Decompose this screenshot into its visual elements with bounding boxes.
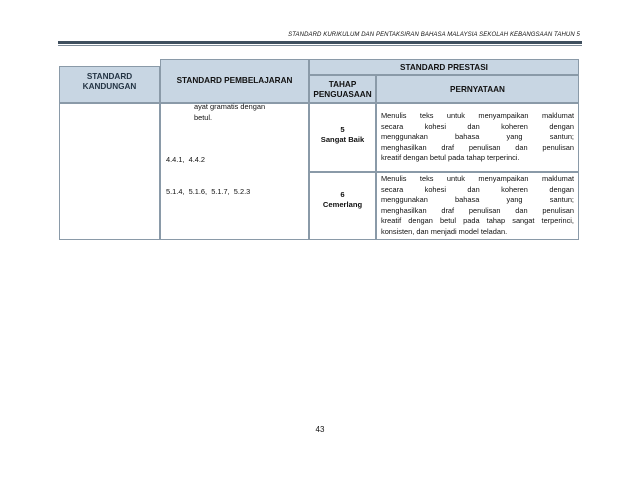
level-5-tahap-cell xyxy=(309,103,376,172)
level-6-statement xyxy=(381,174,574,238)
running-header: STANDARD KURIKULUM DAN PENTAKSIRAN BAHASA MALAYSIA SEKOLAH KEBANGSAAN TAHUN 5 xyxy=(288,32,580,38)
pembelajaran-ref-line: 4.4.1, 4.4.2 xyxy=(166,155,206,165)
standards-table xyxy=(59,59,579,240)
level-6-number: 6 xyxy=(340,190,345,199)
page-number: 43 xyxy=(315,425,325,434)
header-pernyataan xyxy=(376,75,579,103)
statement-line: menggunakan bahasa yang santun; xyxy=(381,132,574,142)
level-6-tahap-cell xyxy=(309,172,376,240)
header-standard-kandungan-label: STANDARD KANDUNGAN xyxy=(82,72,137,91)
header-standard-prestasi-label: STANDARD PRESTASI xyxy=(400,63,488,72)
header-standard-pembelajaran xyxy=(160,59,309,103)
kandungan-cell xyxy=(59,103,160,240)
pembelajaran-ref-line: 5.1.4, 5.1.6, 5.1.7, 5.2.3 xyxy=(166,186,251,196)
level-6-label: Cemerlang xyxy=(322,200,363,209)
pembelajaran-line: betul. xyxy=(194,112,213,122)
header-standard-kandungan xyxy=(59,66,160,103)
header-standard-prestasi xyxy=(309,59,579,75)
header-tahap-penguasaan-label: TAHAP PENGUASAAN xyxy=(313,80,372,99)
pembelajaran-cell xyxy=(160,103,309,240)
statement-line: kreatif dengan betul pada tahap sangat terperinci, xyxy=(381,216,574,226)
header-rule xyxy=(58,41,582,44)
statement-line: kreatif dengan betul pada tahap terperinci. xyxy=(381,153,520,163)
pembelajaran-refs xyxy=(166,134,250,219)
level-5-label: Sangat Baik xyxy=(320,135,365,144)
statement-line: secara kohesi dan koheren dengan xyxy=(381,184,574,194)
header-rule-thin xyxy=(58,45,582,46)
header-tahap-penguasaan xyxy=(309,75,376,103)
statement-line: menggunakan bahasa yang santun; xyxy=(381,195,574,205)
level-6-statement-cell xyxy=(376,172,579,240)
pembelajaran-continued-text xyxy=(194,102,265,123)
header-standard-pembelajaran-label: STANDARD PEMBELAJARAN xyxy=(176,76,293,85)
statement-line: secara kohesi dan koheren dengan xyxy=(381,121,574,131)
statement-line: menghasilkan draf penulisan dan penulisan xyxy=(381,142,574,152)
level-5-number: 5 xyxy=(340,125,345,134)
statement-line: menghasilkan draf penulisan dan penulisan xyxy=(381,205,574,215)
statement-line: Menulis teks untuk menyampaikan maklumat xyxy=(381,174,574,183)
level-5-statement xyxy=(381,111,574,164)
level-5-statement-cell xyxy=(376,103,579,172)
statement-line: Menulis teks untuk menyampaikan maklumat xyxy=(381,111,574,120)
header-pernyataan-label: PERNYATAAN xyxy=(450,85,505,94)
statement-line: konsisten, dan menjadi model teladan. xyxy=(381,226,508,236)
pembelajaran-line: ayat gramatis dengan xyxy=(194,102,266,111)
